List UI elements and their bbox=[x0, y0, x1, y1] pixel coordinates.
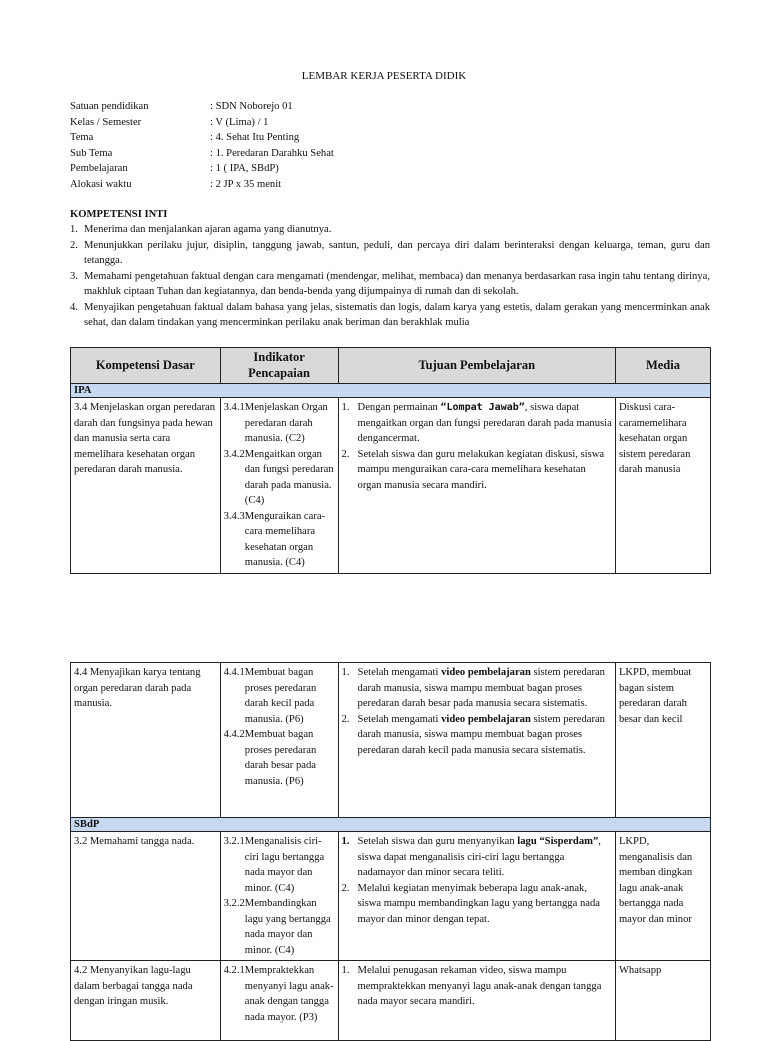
indicator-text: Menjelaskan Organ peredaran darah manusia. (C2) bbox=[244, 402, 328, 444]
objective-text: Setelah siswa dan guru melakukan kegiatan diskusi, siswa mampu menguraikan cara-cara memelihara kesehatan organ manusia secara mandiri. bbox=[357, 448, 605, 491]
kd-cell bbox=[71, 398, 221, 574]
ki-text: Menunjukkan perilaku jujur, disiplin, tanggung jawab, santun, peduli, dan percaya diri dalam berinteraksi dengan keluarga, teman, guru dan tetangga. bbox=[84, 239, 710, 266]
ki-number: 1. bbox=[70, 224, 78, 235]
objective-text: , siswa dapat mengaitkan organ dan fungsi peredaran darah pada manusia dengancermat. bbox=[357, 402, 612, 444]
indicator-text: Menguraikan cara-cara memelihara kesehatan organ manusia. (C4) bbox=[244, 510, 326, 568]
ki-heading: KOMPETENSI INTI bbox=[70, 209, 168, 220]
kd-text: 3.4 Menjelaskan organ peredaran darah dan fungsinya pada hewan dan manusia serta cara memelihara kesehatan organ peredaran darah manusia. bbox=[74, 402, 215, 475]
header-kompetensi-dasar: Kompetensi Dasar bbox=[71, 348, 221, 384]
competency-table-part1 bbox=[70, 347, 711, 574]
identity-row bbox=[70, 99, 334, 115]
identity-value: : V (Lima) / 1 bbox=[210, 116, 269, 128]
identity-label: Tema bbox=[70, 132, 94, 143]
header-media: Media bbox=[615, 348, 710, 384]
indicator-item bbox=[224, 727, 335, 789]
page-title: LEMBAR KERJA PESERTA DIDIK bbox=[301, 70, 467, 82]
ki-number: 2. bbox=[70, 239, 78, 251]
identity-label: Kelas / Semester bbox=[70, 116, 142, 128]
objective-cell bbox=[338, 663, 615, 818]
ki-text: Menyajikan pengetahuan faktual dalam bahasa yang jelas, sistematis dan logis, dalam karya yang estetis, dalam gerakan yang mencerminkan anak sehat, dan dalam tindakan yang mencerminkan perilaku anak beriman dan berakhlak mulia bbox=[84, 301, 710, 328]
indicator-item bbox=[224, 834, 335, 896]
objective-cell bbox=[338, 832, 615, 961]
kd-text: 4.4 Menyajikan karya tentang organ peredaran darah pada manusia. bbox=[74, 667, 201, 709]
indicator-cell bbox=[220, 961, 338, 1041]
indicator-text: Mengaitkan organ dan fungsi peredaran darah pada manusia. (C4) bbox=[244, 448, 334, 506]
objective-item: 1. Melalui penugasan rekaman video, siswa mampu mempraktekkan menyanyi lagu anak-anak dengan tangga nada mayor secara mandiri. bbox=[342, 963, 612, 1010]
identity-value: : 2 JP x 35 menit bbox=[210, 178, 282, 190]
media-text: Whatsapp bbox=[618, 965, 662, 976]
indicator-item bbox=[224, 963, 335, 1025]
objective-item: 2. Melalui kegiatan menyimak beberapa lagu anak-anak, siswa mampu membandingkan lagu yang bertangga nada mayor dan minor dengan tepat. bbox=[342, 881, 612, 928]
game-name: “Lompat Jawab” bbox=[440, 402, 525, 413]
indicator-item bbox=[224, 665, 335, 727]
subject-row-sbdp: SBdP bbox=[71, 818, 711, 832]
objective-text: sistem peredaran darah manusia, siswa mampu membuat bagan proses peredaran darah besar pada manusia secara sistematis. bbox=[357, 667, 605, 709]
identity-block bbox=[70, 99, 334, 192]
identity-row bbox=[70, 146, 334, 162]
media-cell bbox=[615, 832, 710, 961]
identity-value: : 1. Peredaran Darahku Sehat bbox=[210, 147, 334, 159]
indicator-text: Membuat bagan proses peredaran darah besar pada manusia. (P6) bbox=[244, 729, 317, 787]
objective-cell bbox=[338, 961, 615, 1041]
indicator-text: Mempraktekkan menyanyi lagu anak-anak dengan tangga nada mayor. (P3) bbox=[244, 965, 334, 1023]
objective-item: 1. Dengan permainan “Lompat Jawab”, siswa dapat mengaitkan organ dan fungsi peredaran darah pada manusia dengancermat. bbox=[341, 402, 612, 444]
identity-row bbox=[70, 115, 334, 131]
kd-text: 4.2 Menyanyikan lagu-lagu dalam berbagai tangga nada dengan iringan musik. bbox=[74, 965, 193, 1007]
objective-text: Dengan permainan bbox=[357, 402, 441, 413]
identity-label: Sub Tema bbox=[70, 147, 113, 159]
objective-cell bbox=[338, 398, 615, 574]
identity-label: Pembelajaran bbox=[70, 163, 128, 174]
ki-item bbox=[70, 300, 710, 331]
indicator-number: 4.4.2 bbox=[223, 729, 245, 740]
media-cell bbox=[615, 663, 710, 818]
indicator-cell bbox=[220, 832, 338, 961]
objective-text: Melalui kegiatan menyimak beberapa lagu anak-anak, siswa mampu membandingkan lagu yang bertangga nada mayor dan minor dengan tepat. bbox=[357, 882, 600, 925]
objective-text: Melalui penugasan rekaman video, siswa mampu mempraktekkan menyanyi lagu anak-anak dengan tangga nada mayor secara mandiri. bbox=[357, 965, 602, 1007]
indicator-number: 3.2.1 bbox=[223, 836, 245, 847]
kd-text: 3.2 Memahami tangga nada. bbox=[74, 836, 195, 847]
indicator-text: Membandingkan lagu yang bertangga nada mayor dan minor. (C4) bbox=[244, 898, 331, 956]
indicator-item bbox=[224, 896, 335, 958]
objective-text: Setelah siswa dan guru menyanyikan bbox=[357, 836, 518, 847]
objective-text: Setelah mengamati bbox=[357, 667, 442, 678]
indicator-item bbox=[224, 447, 335, 509]
competency-table-part2 bbox=[70, 662, 711, 1041]
media-cell bbox=[615, 961, 710, 1041]
ki-text: Menerima dan menjalankan ajaran agama yang dianutnya. bbox=[84, 224, 332, 235]
objective-bold: video pembelajaran bbox=[441, 667, 531, 678]
ki-text: Memahami pengetahuan faktual dengan cara mengamati (mendengar, melihat, membaca) dan menanya berdasarkan rasa ingin tahu tentang dirinya, makhluk ciptaan Tuhan dan kegiatannya, dan benda-benda yang dijumpainya di rumah dan di sekolah. bbox=[84, 270, 710, 297]
song-name: lagu “Sisperdam” bbox=[517, 836, 599, 847]
objective-text: Setelah mengamati bbox=[357, 713, 442, 725]
indicator-number: 3.4.3 bbox=[223, 510, 245, 522]
objective-bold: video pembelajaran bbox=[441, 713, 531, 725]
objective-text: sistem peredaran darah manusia, siswa mampu membuat bagan proses peredaran darah kecil pada manusia secara sistematis. bbox=[357, 713, 605, 756]
kd-cell bbox=[71, 663, 221, 818]
media-cell bbox=[615, 398, 710, 574]
header-tujuan: Tujuan Pembelajaran bbox=[338, 348, 615, 384]
indicator-number: 3.4.2 bbox=[223, 448, 245, 460]
ki-list bbox=[70, 222, 710, 331]
media-text: LKPD, membuat bagan sistem peredaran darah besar dan kecil bbox=[618, 667, 692, 725]
indicator-number: 4.4.1 bbox=[223, 667, 245, 678]
objective-item: 1. Setelah siswa dan guru menyanyikan lagu “Sisperdam”, siswa dapat menganalisis ciri-ciri lagu bertangga nadamayor dan minor secara teliti. bbox=[341, 836, 601, 878]
objective-item: 2. Setelah siswa dan guru melakukan kegiatan diskusi, siswa mampu menguraikan cara-cara memelihara kesehatan organ manusia secara mandiri. bbox=[342, 447, 612, 494]
indicator-cell bbox=[220, 398, 338, 574]
objective-item: 1. Setelah mengamati video pembelajaran sistem peredaran darah manusia, siswa mampu membuat bagan proses peredaran darah besar pada manusia secara sistematis. bbox=[341, 667, 605, 709]
identity-row bbox=[70, 161, 334, 177]
ki-item bbox=[70, 238, 710, 269]
indicator-number: 3.4.1 bbox=[223, 402, 245, 413]
media-text: LKPD, menganalisis dan memban dingkan lagu anak-anak bertangga nada mayor dan minor bbox=[618, 836, 693, 925]
subject-row-ipa: IPA bbox=[71, 384, 711, 398]
identity-row bbox=[70, 130, 334, 146]
indicator-item bbox=[224, 400, 335, 447]
identity-value: : 4. Sehat Itu Penting bbox=[210, 132, 300, 143]
identity-label: Satuan pendidikan bbox=[70, 101, 149, 112]
ki-number: 3. bbox=[70, 270, 78, 282]
indicator-cell bbox=[220, 663, 338, 818]
indicator-number: 3.2.2 bbox=[223, 898, 245, 909]
objective-item: 2. Setelah mengamati video pembelajaran sistem peredaran darah manusia, siswa mampu membuat bagan proses peredaran darah kecil pada manusia secara sistematis. bbox=[341, 713, 605, 756]
identity-value: : 1 ( IPA, SBdP) bbox=[210, 163, 279, 174]
indicator-text: Membuat bagan proses peredaran darah kecil pada manusia. (P6) bbox=[244, 667, 317, 725]
indicator-number: 4.2.1 bbox=[223, 965, 245, 976]
ki-item bbox=[70, 269, 710, 300]
kd-cell bbox=[71, 832, 221, 961]
identity-label: Alokasi waktu bbox=[70, 178, 132, 190]
ki-item bbox=[70, 222, 710, 238]
identity-row bbox=[70, 177, 334, 193]
media-text: Diskusi cara-caramemelihara kesehatan organ sistem peredaran darah manusia bbox=[618, 402, 691, 475]
indicator-text: Menganalisis ciri-ciri lagu bertangga nada mayor dan minor. (C4) bbox=[244, 836, 325, 894]
identity-value: : SDN Noborejo 01 bbox=[210, 101, 293, 112]
header-indikator: Indikator Pencapaian bbox=[220, 348, 338, 384]
ki-number: 4. bbox=[70, 301, 78, 313]
kd-cell bbox=[71, 961, 221, 1041]
indicator-item bbox=[224, 509, 335, 571]
objective-text: , siswa dapat menganalisis ciri-ciri lagu bertangga nadamayor dan minor secara teliti. bbox=[357, 836, 601, 878]
